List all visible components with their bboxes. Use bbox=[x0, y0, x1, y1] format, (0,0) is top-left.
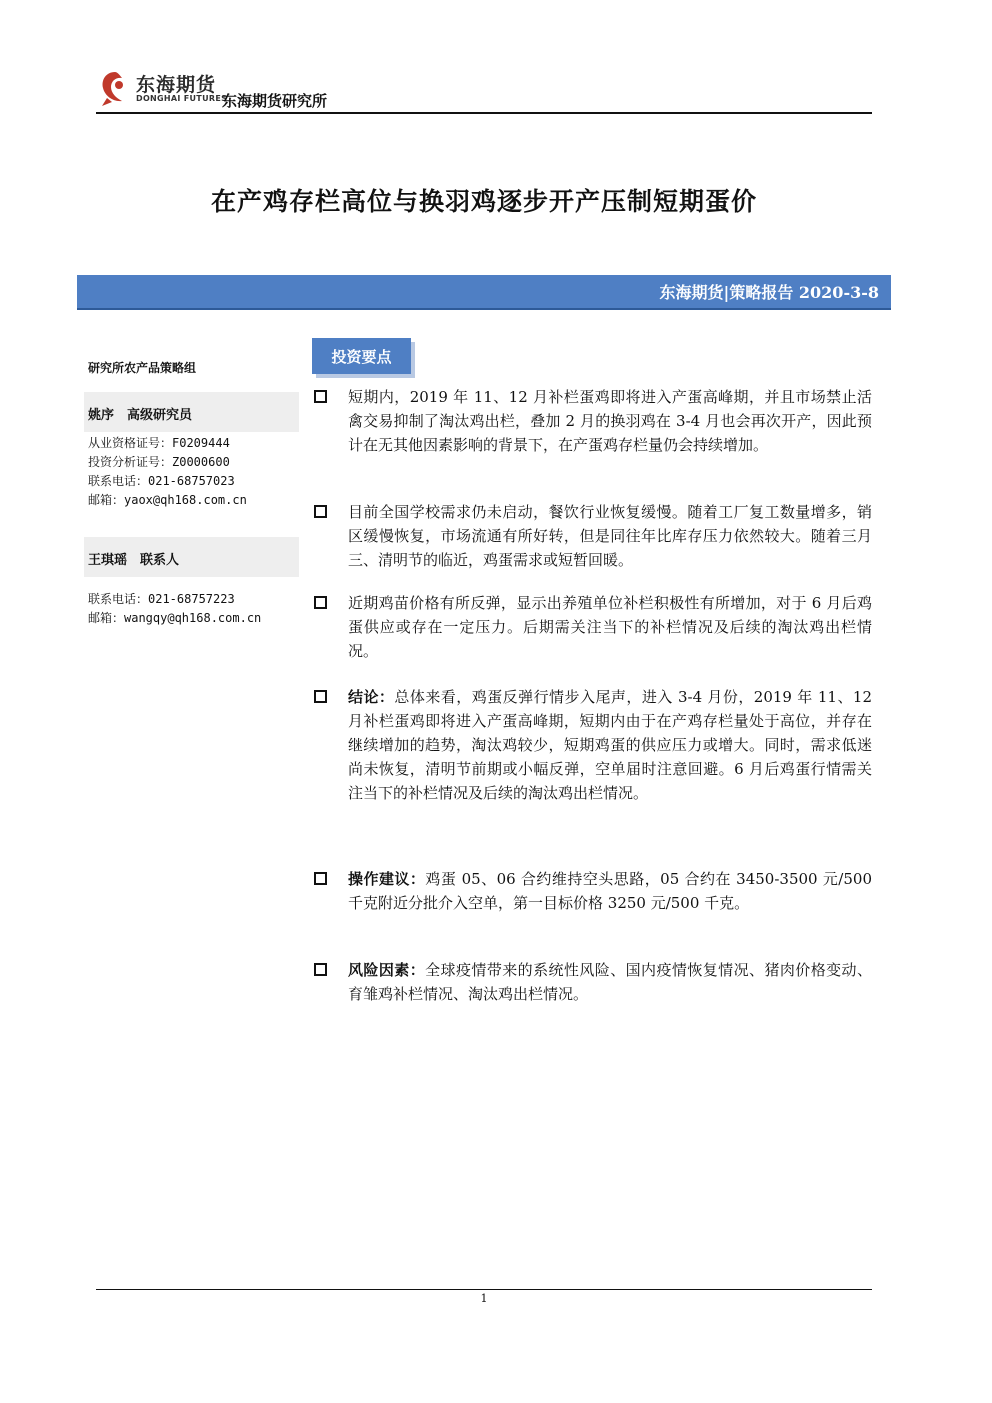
research-group: 研究所农产品策略组 bbox=[88, 361, 197, 375]
bullet-lead: 结论： bbox=[348, 688, 395, 706]
analyst-1-line: 投资分析证号：Z0000600 bbox=[88, 455, 230, 469]
bullet-text: 全球疫情带来的系统性风险、国内疫情恢复情况、猪肉价格变动、育雏鸡补栏情况、淘汰鸡出栏情况。 bbox=[348, 961, 872, 1003]
analyst-2-line: 邮箱：wangqy@qh168.com.cn bbox=[88, 611, 262, 625]
analyst-2-info bbox=[88, 590, 261, 628]
analyst-1-line: 联系电话：021-68757023 bbox=[88, 474, 235, 488]
report-title: 在产鸡存栏高位与换羽鸡逐步开产压制短期蛋价 bbox=[210, 187, 757, 216]
section-tag: 投资要点 bbox=[312, 338, 411, 374]
institute-name: 东海期货研究所 bbox=[222, 92, 328, 110]
company-logo bbox=[98, 66, 358, 112]
bullet-lead: 操作建议： bbox=[348, 870, 426, 888]
bullet-text: 目前全国学校需求仍未启动，餐饮行业恢复缓慢。随着工厂复工数量增多，销区缓慢恢复，市场流通有所好转，但是同往年比库存压力依然较大。随着三月三、清明节的临近，鸡蛋需求或短暂回暖。 bbox=[348, 503, 872, 569]
bullet-item bbox=[312, 958, 872, 1006]
checkbox-bullet-icon bbox=[314, 596, 327, 609]
bullet-item bbox=[312, 685, 872, 805]
checkbox-bullet-icon bbox=[314, 390, 327, 403]
analyst-2-name: 王琪瑶 联系人 bbox=[88, 553, 180, 568]
bullet-lead: 风险因素： bbox=[348, 961, 426, 979]
analyst-1-line: 从业资格证号：F0209444 bbox=[88, 436, 230, 450]
analyst-1-line: 邮箱：yaox@qh168.com.cn bbox=[88, 493, 247, 507]
checkbox-bullet-icon bbox=[314, 963, 327, 976]
checkbox-bullet-icon bbox=[314, 690, 327, 703]
bullet-text: 鸡蛋 05、06 合约维持空头思路，05 合约在 3450-3500 元/500 千克附近分批介入空单，第一目标价格 3250 元/500 千克。 bbox=[348, 870, 872, 912]
checkbox-bullet-icon bbox=[314, 872, 327, 885]
bullet-text: 近期鸡苗价格有所反弹，显示出养殖单位补栏积极性有所增加，对于 6 月后鸡蛋供应或存在一定压力。后期需关注当下的补栏情况及后续的淘汰鸡出栏情况。 bbox=[348, 594, 872, 660]
analyst-2-line: 联系电话：021-68757223 bbox=[88, 592, 235, 606]
bullet-item bbox=[312, 867, 872, 915]
analyst-1-bar bbox=[84, 392, 299, 432]
bullet-item bbox=[312, 500, 872, 572]
header-rule bbox=[96, 112, 872, 114]
page-number: 1 bbox=[480, 1292, 488, 1305]
logo-chinese-name: 东海期货 bbox=[136, 74, 217, 96]
report-band bbox=[77, 275, 891, 310]
bullet-text: 总体来看，鸡蛋反弹行情步入尾声，进入 3-4 月份，2019 年 11、12 月补栏蛋鸡即将进入产蛋高峰期，短期内由于在产鸡存栏量处于高位，并存在继续增加的趋势，淘汰鸡较少，短期鸡蛋的供应压力或增大。同时，需求低迷尚未恢复，清明节前期或小幅反弹，空单届时注意回避。6 月后鸡蛋行情需关注当下的补栏情况及后续的淘汰鸡出栏情况。 bbox=[348, 688, 872, 802]
logo-english-name: DONGHAI FUTURES bbox=[136, 94, 228, 103]
analyst-2-bar bbox=[84, 537, 299, 577]
bullet-item bbox=[312, 591, 872, 663]
checkbox-bullet-icon bbox=[314, 505, 327, 518]
analyst-1-info bbox=[88, 434, 247, 510]
dragon-logo-icon bbox=[98, 68, 132, 108]
footer-rule bbox=[96, 1289, 872, 1290]
report-band-text: 东海期货|策略报告 2020-3-8 bbox=[659, 283, 879, 302]
bullet-item bbox=[312, 385, 872, 457]
analyst-1-name: 姚序 高级研究员 bbox=[88, 408, 193, 423]
bullet-text: 短期内，2019 年 11、12 月补栏蛋鸡即将进入产蛋高峰期，并且市场禁止活禽交易抑制了淘汰鸡出栏，叠加 2 月的换羽鸡在 3-4 月也会再次开产，因此预计在无其他因素影响的背景下，在产蛋鸡存栏量仍会持续增加。 bbox=[348, 388, 872, 454]
